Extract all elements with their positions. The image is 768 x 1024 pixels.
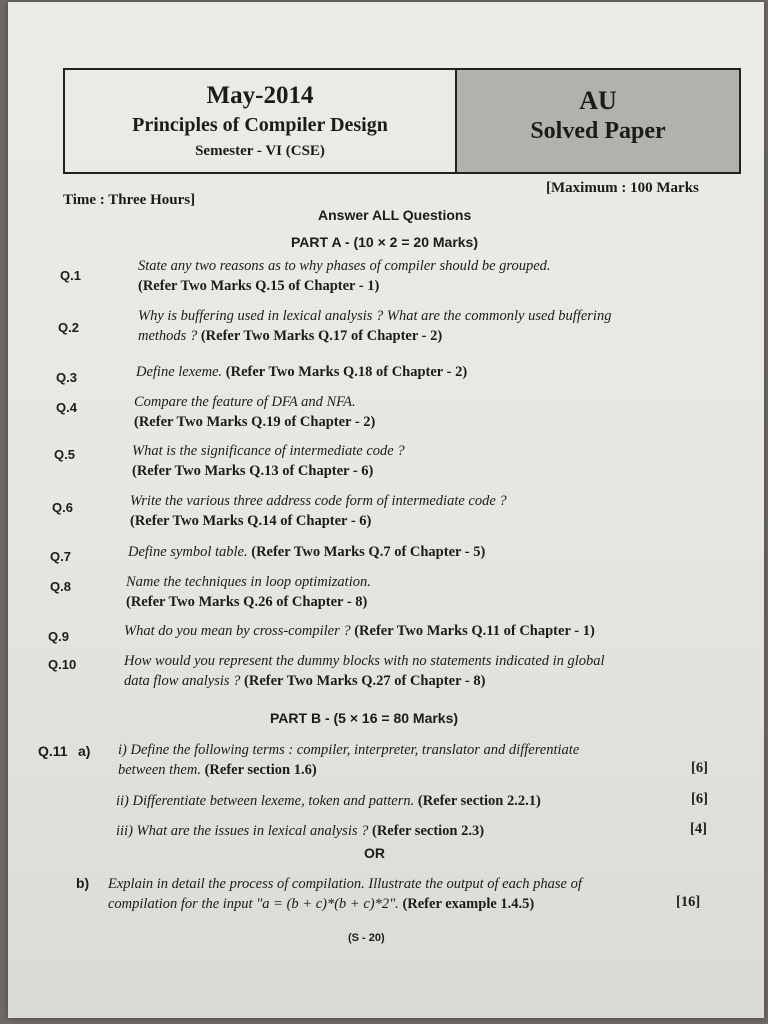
question-10 — [124, 651, 734, 691]
question-3 — [136, 362, 726, 382]
question-4 — [134, 392, 724, 432]
publisher-panel — [457, 70, 739, 172]
question-11a-iii — [116, 821, 676, 841]
question-text: methods ? — [138, 328, 201, 344]
question-number: Q.6 — [52, 500, 73, 515]
question-5 — [132, 441, 722, 481]
university-label: AU — [579, 86, 617, 115]
question-text: Define lexeme. — [136, 364, 226, 380]
question-reference: (Refer Two Marks Q.27 of Chapter - 8) — [244, 673, 486, 689]
question-text: ii) Differentiate between lexeme, token and pattern. — [116, 793, 418, 809]
marks-label: [6] — [691, 760, 708, 776]
question-number: Q.8 — [50, 579, 71, 594]
instruction: Answer ALL Questions — [318, 207, 472, 223]
exam-paper-page — [8, 2, 764, 1018]
question-text: Name the techniques in loop optimization. — [126, 574, 371, 590]
question-reference: (Refer Two Marks Q.17 of Chapter - 2) — [200, 328, 443, 344]
question-number: Q.1 — [60, 268, 81, 283]
question-6 — [130, 491, 720, 531]
sub-question-label: b) — [76, 875, 90, 891]
question-number: Q.11 — [38, 743, 68, 759]
semester-label: Semester - VI (CSE) — [195, 143, 325, 159]
question-number: Q.2 — [58, 320, 79, 335]
question-text: compilation for the input "a = (b + c)*(b + c)*2". — [108, 896, 403, 912]
question-reference: (Refer Two Marks Q.18 of Chapter - 2) — [225, 364, 468, 380]
question-number: Q.9 — [48, 629, 69, 644]
question-number: Q.4 — [56, 400, 77, 415]
question-number: Q.5 — [54, 447, 75, 462]
marks-label: [4] — [690, 821, 707, 837]
question-text: Compare the feature of DFA and NFA. — [134, 394, 356, 410]
question-text: What is the significance of intermediate code ? — [132, 443, 405, 459]
time-allowed: Time : Three Hours] — [63, 192, 196, 208]
question-reference: (Refer Two Marks Q.13 of Chapter - 6) — [132, 463, 374, 479]
question-8 — [126, 572, 716, 612]
marks-label: [6] — [691, 791, 708, 807]
question-text: between them. — [118, 762, 205, 778]
question-2 — [138, 306, 728, 346]
maximum-marks: [Maximum : 100 Marks — [546, 180, 699, 196]
question-reference: (Refer Two Marks Q.7 of Chapter - 5) — [251, 544, 486, 560]
question-number: Q.3 — [56, 370, 77, 385]
question-text: Explain in detail the process of compilation. Illustrate the output of each phase of — [108, 876, 582, 892]
question-text: iii) What are the issues in lexical analysis ? — [116, 823, 372, 839]
question-reference: (Refer Two Marks Q.11 of Chapter - 1) — [354, 623, 595, 639]
question-1 — [138, 256, 698, 296]
question-text: Define symbol table. — [128, 544, 252, 560]
question-text: State any two reasons as to why phases of compiler should be grouped. — [138, 258, 551, 274]
question-11b — [108, 874, 718, 914]
question-number: Q.7 — [50, 549, 71, 564]
subject-title: Principles of Compiler Design — [132, 114, 388, 136]
question-text: i) Define the following terms : compiler, interpreter, translator and differentiate — [118, 742, 580, 758]
question-11a-i — [118, 740, 728, 780]
paper-type-label: Solved Paper — [530, 118, 666, 144]
question-text: Why is buffering used in lexical analysis ? What are the commonly used buffering — [138, 308, 612, 324]
question-9 — [124, 621, 724, 641]
question-reference: (Refer Two Marks Q.14 of Chapter - 6) — [130, 513, 372, 529]
page-number: (S - 20) — [348, 932, 385, 944]
question-7 — [128, 542, 718, 562]
marks-label: [16] — [676, 894, 701, 910]
part-a-heading: PART A - (10 × 2 = 20 Marks) — [291, 234, 478, 250]
sub-question-label: a) — [78, 743, 91, 759]
question-reference: (Refer Two Marks Q.15 of Chapter - 1) — [138, 278, 380, 294]
question-reference: (Refer Two Marks Q.26 of Chapter - 8) — [126, 594, 368, 610]
exam-session: May-2014 — [206, 82, 314, 109]
question-reference: (Refer Two Marks Q.19 of Chapter - 2) — [134, 414, 376, 430]
question-text: What do you mean by cross-compiler ? — [124, 623, 355, 639]
question-text: data flow analysis ? — [124, 673, 245, 689]
question-text: Write the various three address code form of intermediate code ? — [130, 493, 507, 509]
or-separator: OR — [364, 845, 385, 861]
question-11a-ii — [116, 791, 676, 811]
question-reference: (Refer section 1.6) — [204, 762, 317, 778]
question-reference: (Refer example 1.4.5) — [402, 896, 535, 912]
title-box — [63, 68, 741, 174]
question-reference: (Refer section 2.2.1) — [417, 793, 541, 809]
exam-title-panel — [65, 70, 457, 172]
question-text: How would you represent the dummy blocks with no statements indicated in global — [124, 653, 605, 669]
part-b-heading: PART B - (5 × 16 = 80 Marks) — [270, 710, 459, 726]
question-number: Q.10 — [48, 657, 77, 672]
question-reference: (Refer section 2.3) — [372, 823, 485, 839]
